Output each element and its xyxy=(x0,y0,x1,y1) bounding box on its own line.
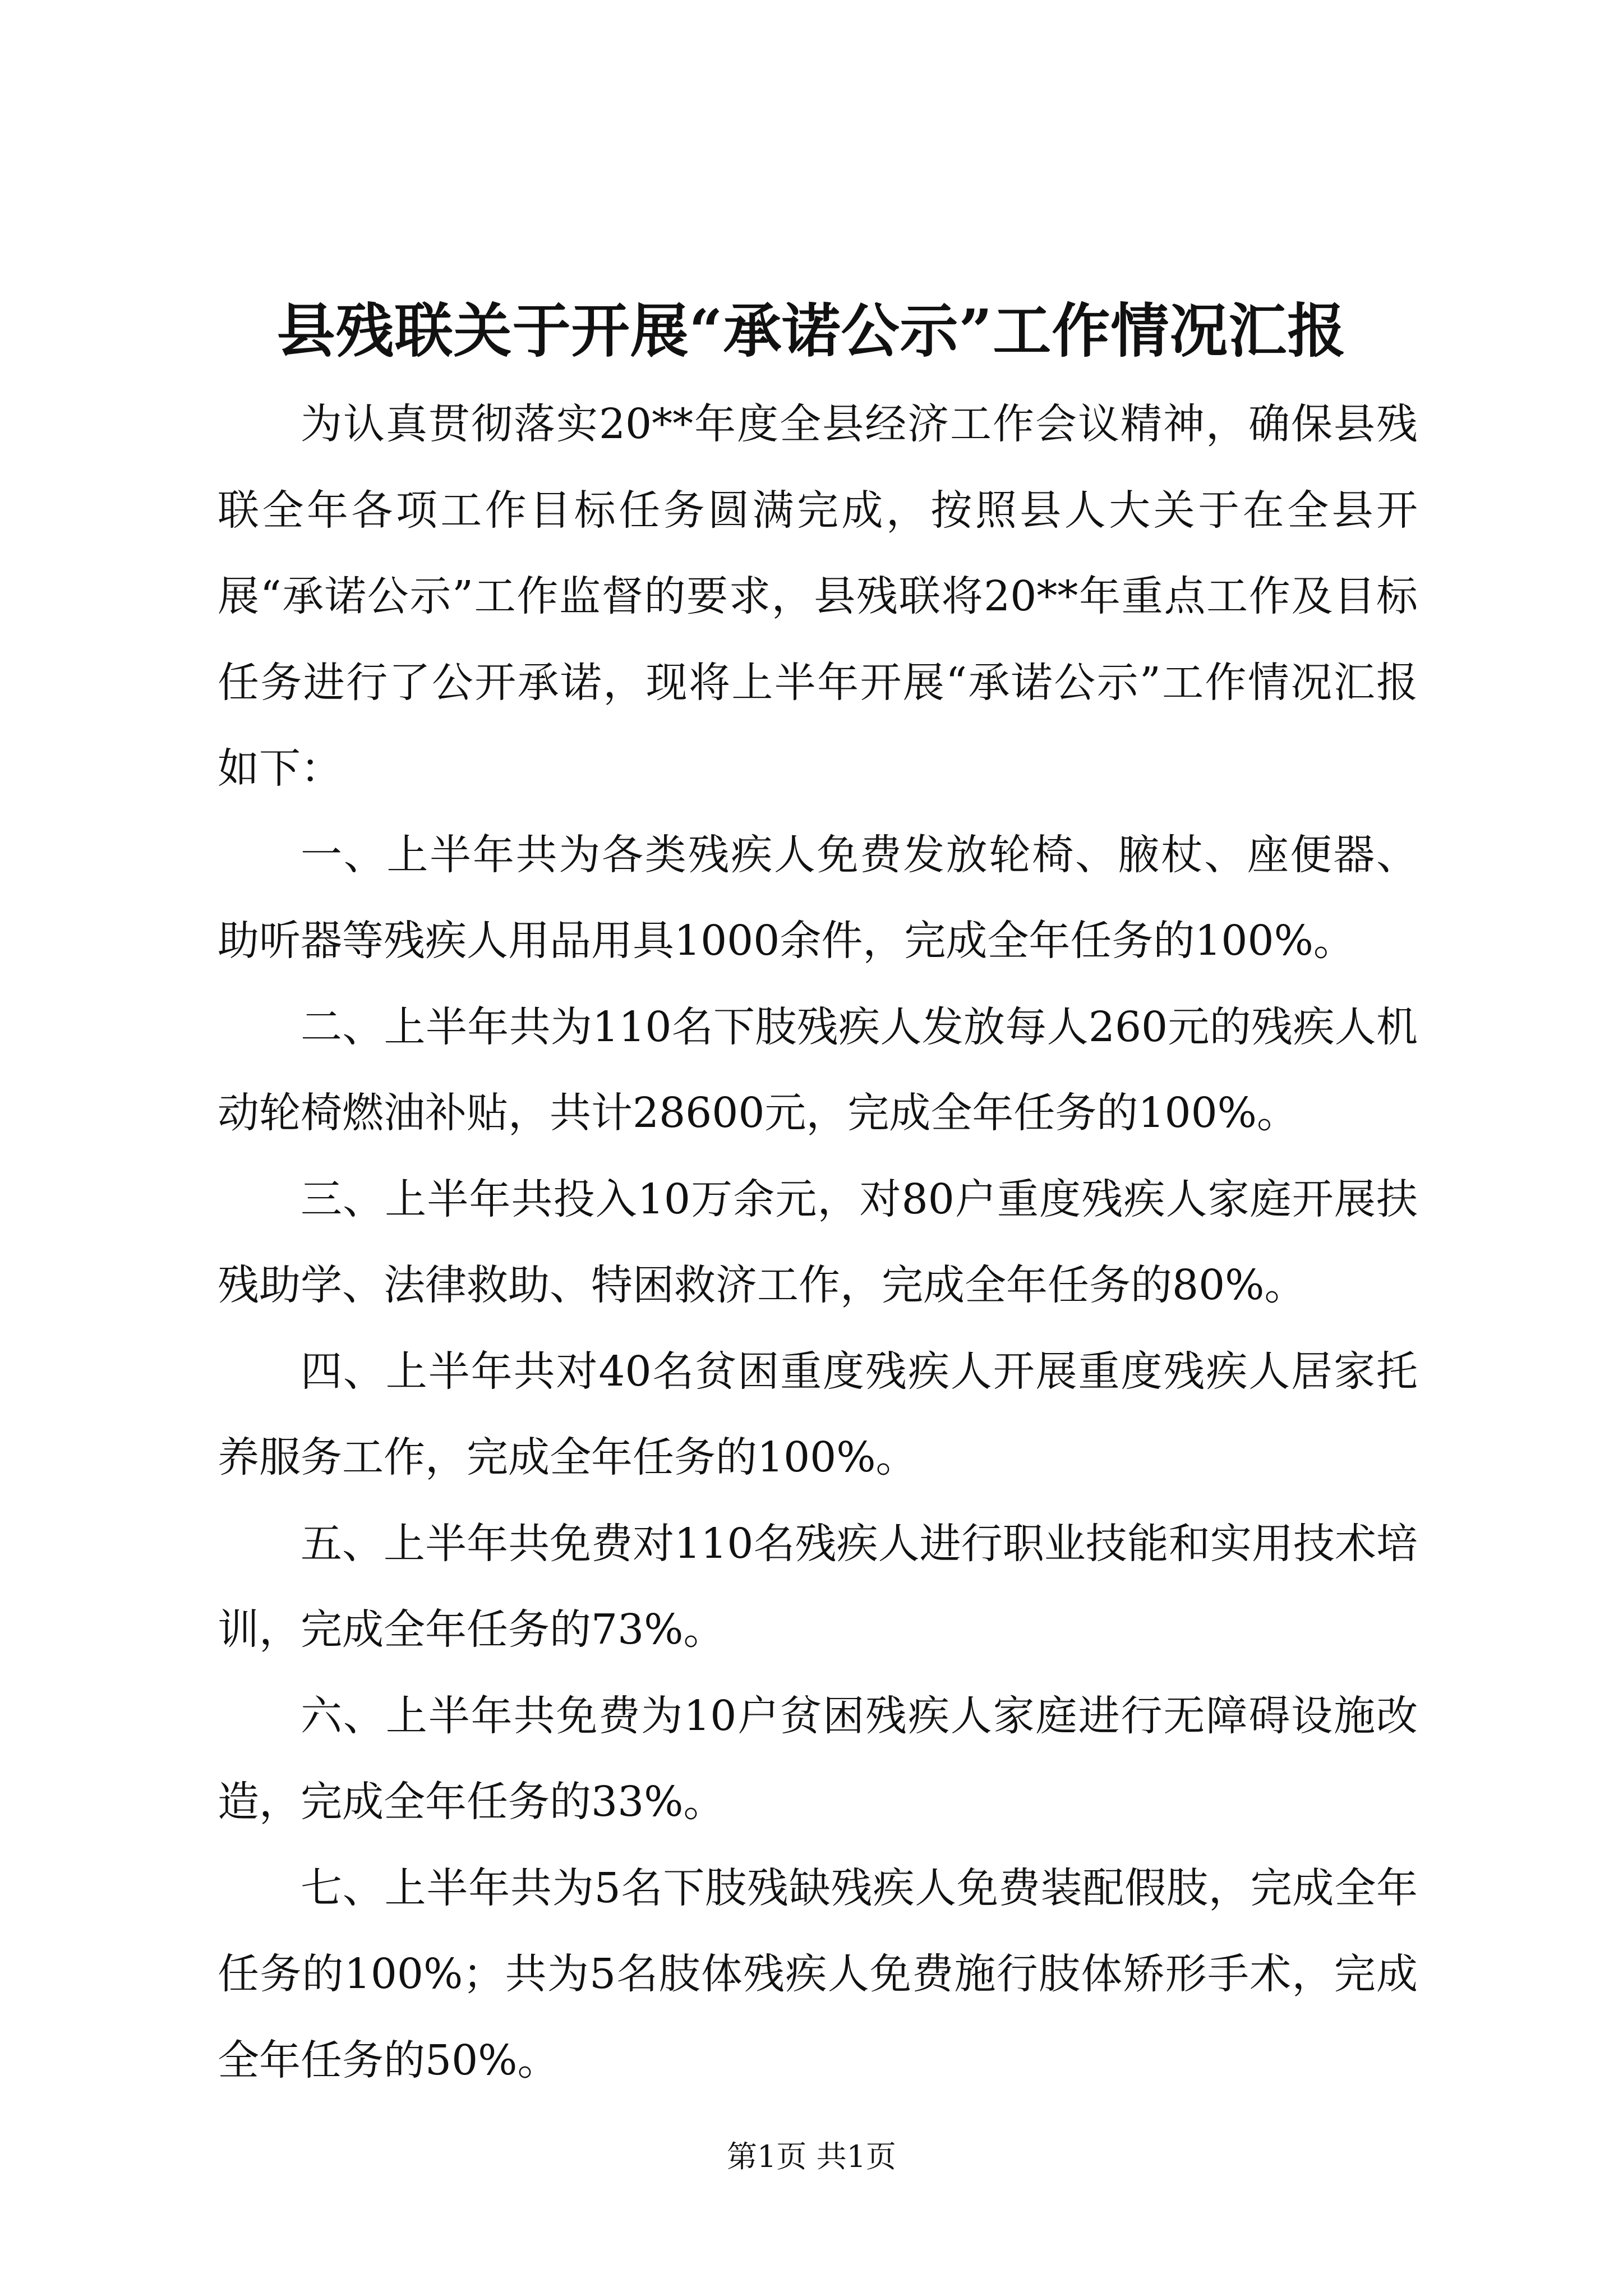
paragraph-item-4: 四、上半年共对40名贫困重度残疾人开展重度残疾人居家托养服务工作，完成全年任务的100%。 xyxy=(218,1347,1418,1481)
paragraph-item-1: 一、上半年共为各类残疾人免费发放轮椅、腋杖、座便器、助听器等残疾人用品用具1000余件，完成全年任务的100%。 xyxy=(218,830,1418,965)
paragraph-item-2: 二、上半年共为110名下肢残疾人发放每人260元的残疾人机动轮椅燃油补贴，共计28600元，完成全年任务的100%。 xyxy=(218,1002,1418,1137)
page-footer: 第1页 共1页 xyxy=(727,2139,896,2174)
paragraph-item-7: 七、上半年共为5名下肢残缺残疾人免费装配假肢，完成全年任务的100%；共为5名肢体残疾人免费施行肢体矫形手术，完成全年任务的50%。 xyxy=(218,1864,1418,2085)
document-title: 县残联关于开展“承诺公示”工作情况汇报 xyxy=(276,296,1347,365)
paragraph-intro: 为认真贯彻落实20**年度全县经济工作会议精神，确保县残联全年各项工作目标任务圆满完成，按照县人大关于在全县开展“承诺公示”工作监督的要求，县残联将20**年重点工作及目标任务进行了公开承诺，现将上半年开展“承诺公示”工作情况汇报如下： xyxy=(218,400,1418,793)
paragraph-item-3: 三、上半年共投入10万余元，对80户重度残疾人家庭开展扶残助学、法律救助、特困救济工作，完成全年任务的80%。 xyxy=(218,1175,1418,1309)
paragraph-item-5: 五、上半年共免费对110名残疾人进行职业技能和实用技术培训，完成全年任务的73%。 xyxy=(218,1519,1418,1654)
document-body xyxy=(218,381,1418,2104)
paragraph-item-6: 六、上半年共免费为10户贫困残疾人家庭进行无障碍设施改造，完成全年任务的33%。 xyxy=(218,1691,1418,1826)
